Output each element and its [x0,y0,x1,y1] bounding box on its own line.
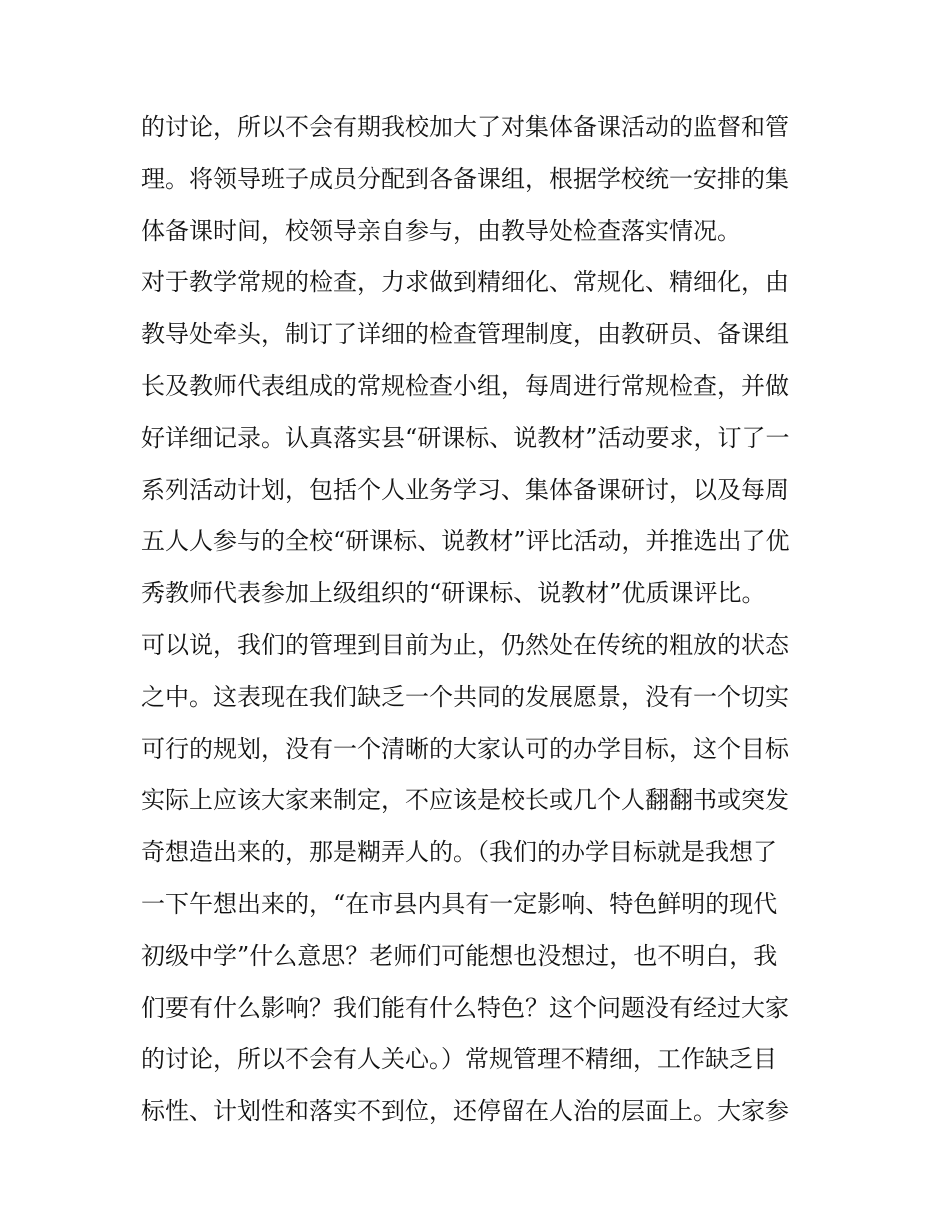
text-line: 奇想造出来的，那是糊弄人的。（我们的办学目标就是我想了 [141,838,777,867]
text-line: 的讨论，所以不会有期我校加大了对集体备课活动的监督和管 [141,113,789,141]
text-line: 实际上应该大家来制定，不应该是校长或几个人翻翻书或突发 [141,786,789,815]
text-line: 可以说，我们的管理到目前为止，仍然处在传统的粗放的状态 [141,630,789,659]
text-line: 好详细记录。认真落实县“研课标、说教材”活动要求，订了一 [141,423,790,452]
text-line: 之中。这表现在我们缺乏一个共同的发展愿景，没有一个切实 [141,682,789,711]
text-line: 教导处牵头，制订了详细的检查管理制度，由教研员、备课组 [141,320,789,349]
text-line: 的讨论，所以不会有人关心。）常规管理不精细，工作缺乏目 [141,1045,777,1074]
text-line: 可行的规划，没有一个清晰的大家认可的办学目标，这个目标 [141,734,789,763]
text-line: 标性、计划性和落实不到位，还停留在人治的层面上。大家参 [141,1097,789,1126]
text-line: 五人人参与的全校“研课标、说教材”评比活动，并推选出了优 [141,527,790,556]
text-line: 初级中学”什么意思？老师们可能想也没想过，也不明白，我 [141,941,778,970]
text-line: 一下午想出来的，“在市县内具有一定影响、特色鲜明的现代 [141,889,778,918]
text-line: 理。将领导班子成员分配到各备课组，根据学校统一安排的集 [141,164,789,193]
text-line: 长及教师代表组成的常规检查小组，每周进行常规检查，并做 [141,371,789,400]
text-line: 系列活动计划，包括个人业务学习、集体备课研讨，以及每周 [141,475,789,504]
text-line: 对于教学常规的检查，力求做到精细化、常规化、精细化，由 [141,268,789,297]
text-line: 体备课时间，校领导亲自参与，由教导处检查落实情况。 [141,216,741,245]
text-line: 秀教师代表参加上级组织的“研课标、说教材”优质课评比。 [141,579,766,608]
text-line: 们要有什么影响？我们能有什么特色？这个问题没有经过大家 [141,993,789,1022]
body-text [141,102,813,1138]
